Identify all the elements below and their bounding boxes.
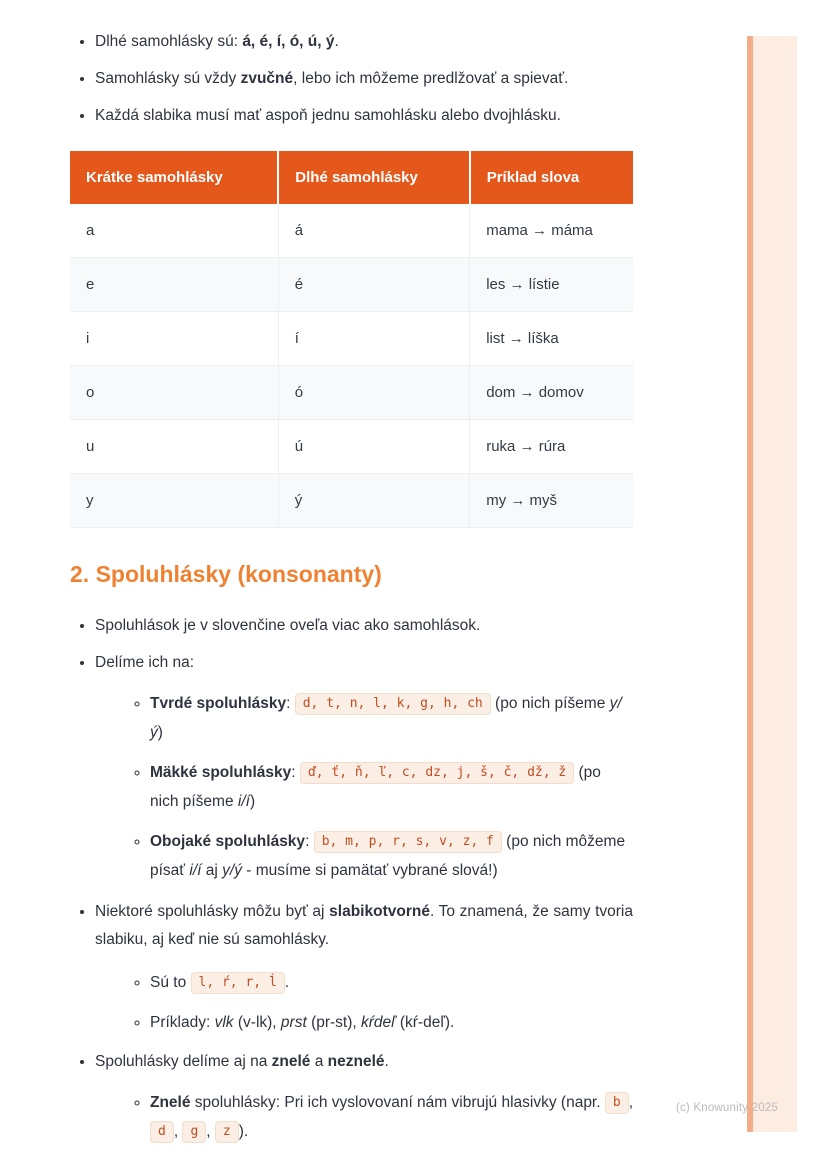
intro-bullet-list [70, 30, 633, 128]
text-run: Dlhé samohlásky sú: [95, 33, 243, 50]
cell-long: á [278, 204, 469, 258]
cell-short: e [70, 258, 278, 312]
cell-example: ruka → rúra [470, 420, 633, 474]
text-run: . To znamená, že samy tvoria slabiku, aj keď nie sú samohlásky. [95, 903, 633, 948]
bullet-long-vowels [95, 30, 633, 54]
vowel-table [70, 151, 633, 528]
copyright-notice: (c) Knowunity 2025 [675, 1102, 778, 1114]
syllabic-sublist [95, 968, 633, 1037]
text-run: Samohlásky sú vždy [95, 70, 241, 87]
code-chip-syllabic: l, ŕ, r, ĺ [191, 972, 285, 994]
example-word: prst [280, 1014, 307, 1031]
cell-short: y [70, 474, 278, 528]
cell-long: ý [278, 474, 469, 528]
text-run: Príklady: [150, 1014, 215, 1031]
classification-sublist [95, 689, 633, 885]
text-run: ). [238, 1123, 249, 1140]
text-run: ) [157, 724, 163, 741]
syllabic-bold: slabikotvorné [329, 903, 430, 920]
subbullet-ambiguous-consonants [150, 827, 633, 885]
code-chip-soft: ď, ť, ň, ľ, c, dz, j, š, č, dž, ž [300, 762, 574, 784]
table-row [70, 366, 633, 420]
text-run: - musíme si pamätať vybrané slová!) [241, 862, 498, 879]
consonant-bullet-list [70, 614, 633, 1146]
subbullet-syllabic-examples [150, 1008, 633, 1037]
text-run: : [305, 833, 314, 850]
bullet-voiced-unvoiced [95, 1050, 633, 1146]
cell-long: ó [278, 366, 469, 420]
cell-short: a [70, 204, 278, 258]
page-content [70, 30, 633, 1159]
text-run: Každá slabika musí mať aspoň jednu samohlásku alebo dvojhlásku. [95, 107, 561, 124]
text-run: , lebo ich môžeme predlžovať a spievať. [293, 70, 569, 87]
text-run: : [286, 695, 295, 712]
text-run: Delíme ich na: [95, 654, 195, 671]
example-word: kŕdeľ [361, 1014, 396, 1031]
long-vowels-bold: á, é, í, ó, ú, ý [242, 33, 335, 50]
page-edge-stripe [747, 36, 797, 1132]
italic-y: y/ý [150, 695, 622, 741]
zvucne-bold: zvučné [240, 70, 294, 87]
text-run: Spoluhlások je v slovenčine oveľa viac ako samohlások. [95, 617, 481, 634]
voiced-bold: znelé [271, 1053, 311, 1070]
italic-i: i/í [189, 862, 202, 879]
text-run: Spoluhlásky delíme aj na [95, 1053, 272, 1070]
code-chip-b: b [605, 1092, 629, 1114]
text-run: ) [249, 793, 256, 810]
vowel-table-header-row [70, 151, 633, 204]
cell-example: my → myš [470, 474, 633, 528]
bullet-syllabic [95, 898, 633, 1037]
text-run: (po nich píšeme [150, 764, 601, 810]
cell-example: list → líška [470, 312, 633, 366]
text-run: (po nich píšeme [490, 695, 610, 712]
col-header-long-vowels: Dlhé samohlásky [278, 151, 469, 204]
text-run: (v-lk), [233, 1014, 281, 1031]
example-word: vlk [214, 1014, 234, 1031]
text-run: aj [201, 862, 223, 879]
text-run: . [384, 1053, 389, 1070]
table-row [70, 204, 633, 258]
cell-long: é [278, 258, 469, 312]
voiced-sublist [95, 1088, 633, 1146]
code-chip-d: d [150, 1121, 174, 1143]
code-chip-g: g [182, 1121, 206, 1143]
subbullet-voiced [150, 1088, 633, 1146]
text-run: : [291, 764, 300, 781]
text-run: a [310, 1053, 328, 1070]
text-run: spoluhlásky: Pri ich vyslovovaní nám vibrujú hlasivky (napr. [190, 1094, 605, 1111]
col-header-example-word: Príklad slova [470, 151, 633, 204]
voiced-label: Znelé [150, 1094, 191, 1111]
ambiguous-label: Obojaké spoluhlásky [150, 833, 306, 850]
subbullet-syllabic-set [150, 968, 633, 997]
italic-y: y/ý [222, 862, 242, 879]
text-run: (pr-st), [306, 1014, 362, 1031]
cell-long: í [278, 312, 469, 366]
text-run: . [284, 974, 290, 991]
subbullet-soft-consonants [150, 758, 633, 816]
text-run: , [628, 1094, 633, 1111]
code-chip-z: z [215, 1121, 239, 1143]
table-row [70, 474, 633, 528]
cell-example: dom → domov [470, 366, 633, 420]
table-row [70, 312, 633, 366]
text-run: (po nich môžeme písať [150, 833, 626, 879]
col-header-short-vowels: Krátke samohlásky [70, 151, 278, 204]
section-heading-consonants: 2. Spoluhlásky (konsonanty) [70, 561, 382, 587]
subbullet-hard-consonants [150, 689, 633, 747]
text-run: , [173, 1123, 183, 1140]
unvoiced-bold: neznelé [327, 1053, 385, 1070]
hard-label: Tvrdé spoluhlásky [150, 695, 287, 712]
text-run: Sú to [150, 974, 191, 991]
cell-short: i [70, 312, 278, 366]
bullet-consonant-count [95, 614, 633, 638]
code-chip-hard: d, t, n, l, k, g, h, ch [295, 693, 491, 715]
bullet-classification [95, 651, 633, 885]
text-run: . [334, 33, 339, 50]
table-row [70, 258, 633, 312]
bullet-syllable-rule [95, 104, 633, 128]
code-chip-ambiguous: b, m, p, r, s, v, z, f [314, 831, 502, 853]
cell-example: les → lístie [470, 258, 633, 312]
text-run: , [206, 1123, 215, 1140]
cell-example: mama → máma [470, 204, 633, 258]
bullet-voiced-vowels [95, 67, 633, 91]
cell-long: ú [278, 420, 469, 474]
cell-short: o [70, 366, 278, 420]
text-run: Niektoré spoluhlásky môžu byť aj [95, 903, 330, 920]
cell-short: u [70, 420, 278, 474]
text-run: (kŕ-deľ). [395, 1014, 455, 1031]
table-row [70, 420, 633, 474]
soft-label: Mäkké spoluhlásky [150, 764, 292, 781]
italic-i: i/í [237, 793, 250, 810]
